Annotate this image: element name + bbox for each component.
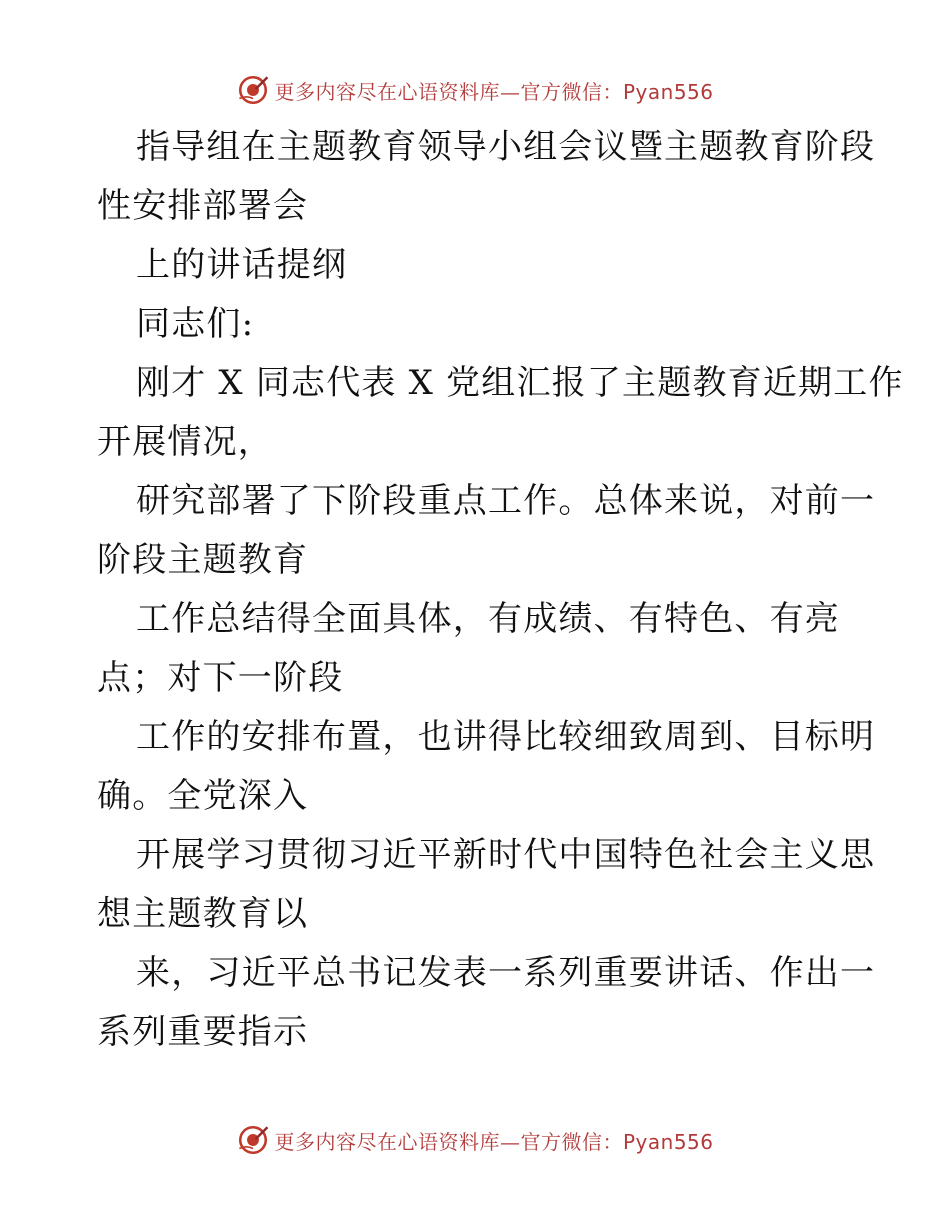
- document-line: 工作总结得全面具体，有成绩、有特色、有亮: [136, 599, 840, 639]
- footer-banner-label: 更多内容尽在心语资料库—官方微信：: [274, 1129, 623, 1154]
- document-line: 阶段主题教育: [97, 540, 309, 580]
- document-line: 来，习近平总书记发表一系列重要讲话、作出一: [136, 953, 876, 993]
- header-banner: [0, 70, 950, 110]
- brand-logo-icon: [236, 73, 270, 107]
- document-line: 同志们:: [136, 304, 255, 344]
- footer-banner: [0, 1120, 950, 1160]
- document-line: 系列重要指示: [97, 1012, 309, 1052]
- document-line: 工作的安排布置，也讲得比较细致周到、目标明: [136, 717, 876, 757]
- header-banner-text: [274, 76, 713, 105]
- document-line: 刚才 X 同志代表 X 党组汇报了主题教育近期工作: [136, 363, 904, 403]
- document-line: 研究部署了下阶段重点工作。总体来说，对前一: [136, 481, 876, 521]
- document-line: 点；对下一阶段: [97, 658, 344, 698]
- document-line: 想主题教育以: [97, 894, 309, 934]
- footer-banner-text: [274, 1126, 713, 1155]
- header-banner-handle: Pyan556: [622, 79, 714, 104]
- document-line: 上的讲话提纲: [136, 245, 348, 285]
- document-line: 指导组在主题教育领导小组会议暨主题教育阶段: [136, 127, 876, 167]
- document-line: 开展学习贯彻习近平新时代中国特色社会主义思: [136, 835, 876, 875]
- document-line: 开展情况，: [97, 422, 273, 462]
- document-body: [97, 118, 904, 1062]
- footer-banner-handle: Pyan556: [622, 1129, 714, 1154]
- header-banner-label: 更多内容尽在心语资料库—官方微信：: [274, 79, 623, 104]
- brand-logo-icon: [236, 1123, 270, 1157]
- document-line: 性安排部署会: [97, 186, 309, 226]
- document-line: 确。全党深入: [97, 776, 309, 816]
